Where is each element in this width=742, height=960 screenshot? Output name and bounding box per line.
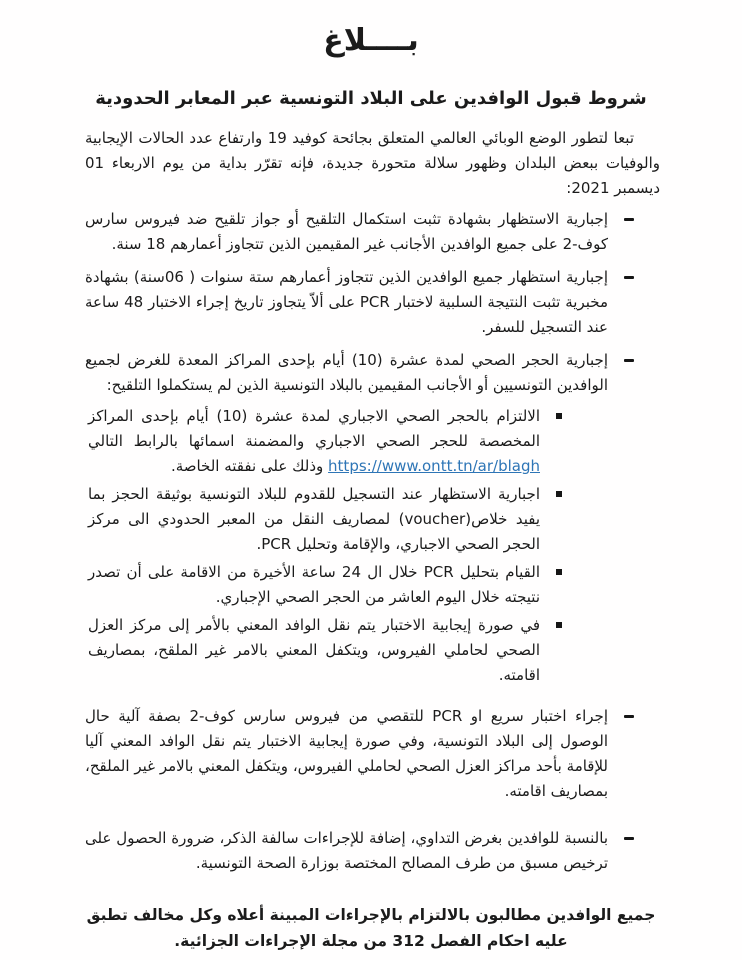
bullet-text: إجبارية الحجر الصحي لمدة عشرة (10) أيام بإحدى المراكز المعدة للغرض لجميع الوافدين التونسيين أو الأجانب المقيمين بالبلاد التونسية الذين لم يستكملوا التلقيح:	[85, 351, 608, 394]
sub-bullet-quarantine-commitment	[0, 404, 742, 479]
intro-paragraph: تبعا لتطور الوضع الوبائي العالمي المتعلق بجائحة كوفيد 19 وارتفاع عدد الحالات الإيجابية والوفيات ببعض البلدان وظهور سلالة متحورة جديدة، فإنه تقرّر بداية من يوم الاربعاء 01 ديسمبر 2021:	[85, 129, 660, 197]
bullet-text: إجراء اختبار سريع او PCR للتقصي من فيروس سارس كوف-2 بصفة آلية حال الوصول إلى البلاد التونسية، وفي صورة إيجابية الاختبار يتم نقل الوافد المعني آليا للإقامة بأحد مراكز العزل الصحي لحاملي الفيروس، ويتكفل المعني بالامر غير الملقح، بمصاريف اقامته.	[85, 707, 609, 800]
ontt-link[interactable]: https://www.ontt.tn/ar/blagh	[328, 457, 540, 475]
bullet-vaccination-certificate	[0, 207, 742, 257]
sub-bullet-voucher	[0, 482, 742, 557]
sub-bullet-text	[88, 404, 540, 479]
bullet-square-icon	[540, 613, 562, 688]
bullet-text: إجبارية استظهار جميع الوافدين الذين تتجاوز أعمارهم ستة سنوات ( 06سنة) بشهادة مخبرية تثبت النتيجة السلبية لاختبار PCR على ألاّ يتجاوز تاريخ إجراء الاختبار 48 ساعة عند التسجيل للسفر.	[85, 268, 608, 336]
bullet-medical-treatment	[0, 826, 742, 876]
bullet-quarantine	[0, 348, 742, 398]
sub-bullet-text: في صورة إيجابية الاختبار يتم نقل الوافد المعني بالأمر إلى مركز العزل الصحي لحاملي الفيروس، ويتكفل المعني بالامر غير الملقح، بمصاريف اقامته.	[88, 616, 540, 684]
bullet-dash-icon	[608, 348, 634, 398]
sub-bullet-text: القيام بتحليل PCR خلال ال 24 ساعة الأخيرة من الاقامة على أن تصدر نتيجته خلال اليوم العاشر من الحجر الصحي الإجباري.	[88, 563, 540, 606]
sub-bullet-text: اجبارية الاستظهار عند التسجيل للقدوم للبلاد التونسية بوثيقة الحجز بما يفيد خلاص(voucher) لمصاريف النقل من المعبر الحدودي الى مركز الحجر الصحي الاجباري، والإقامة وتحليل PCR.	[88, 485, 540, 553]
bullet-text: بالنسبة للوافدين بغرض التداوي، إضافة للإجراءات سالفة الذكر، ضرورة الحصول على ترخيص مسبق من طرف المصالح المختصة بوزارة الصحة التونسية.	[85, 829, 608, 872]
page-title: بــــلاغ	[323, 23, 419, 58]
bullet-square-icon	[540, 482, 562, 557]
bullet-dash-icon	[608, 265, 634, 340]
bullet-dash-icon	[608, 207, 634, 257]
sub-bullet-positive-case	[0, 613, 742, 688]
bullet-rapid-test-arrival	[0, 704, 742, 804]
sub-bullet-pcr-24h	[0, 560, 742, 610]
text-before-link: الالتزام بالحجر الصحي الاجباري لمدة عشرة (10) أيام بإحدى المراكز المخصصة للحجر الصحي الاجباري والمضمنة اسمائها بالرابط التالي	[88, 407, 540, 450]
closing-statement: جميع الوافدين مطالبون بالالتزام بالإجراءات المبينة أعلاه وكل مخالف تطبق عليه احكام الفصل 312 من مجلة الإجراءات الجزائية.	[86, 906, 656, 950]
bullet-text: إجبارية الاستظهار بشهادة تثبت استكمال التلقيح أو جواز تلقيح ضد فيروس سارس كوف-2 على جميع الوافدين الأجانب غير المقيمين الذين تتجاوز أعمارهم 18 سنة.	[85, 210, 608, 253]
bullet-square-icon	[540, 560, 562, 610]
text-after-link: وذلك على نفقته الخاصة.	[170, 457, 324, 475]
bullet-dash-icon	[608, 826, 634, 876]
bullet-dash-icon	[608, 704, 634, 804]
bullet-square-icon	[540, 404, 562, 479]
document-subtitle: شروط قبول الوافدين على البلاد التونسية عبر المعابر الحدودية	[95, 88, 647, 109]
bullet-pcr-test	[0, 265, 742, 340]
